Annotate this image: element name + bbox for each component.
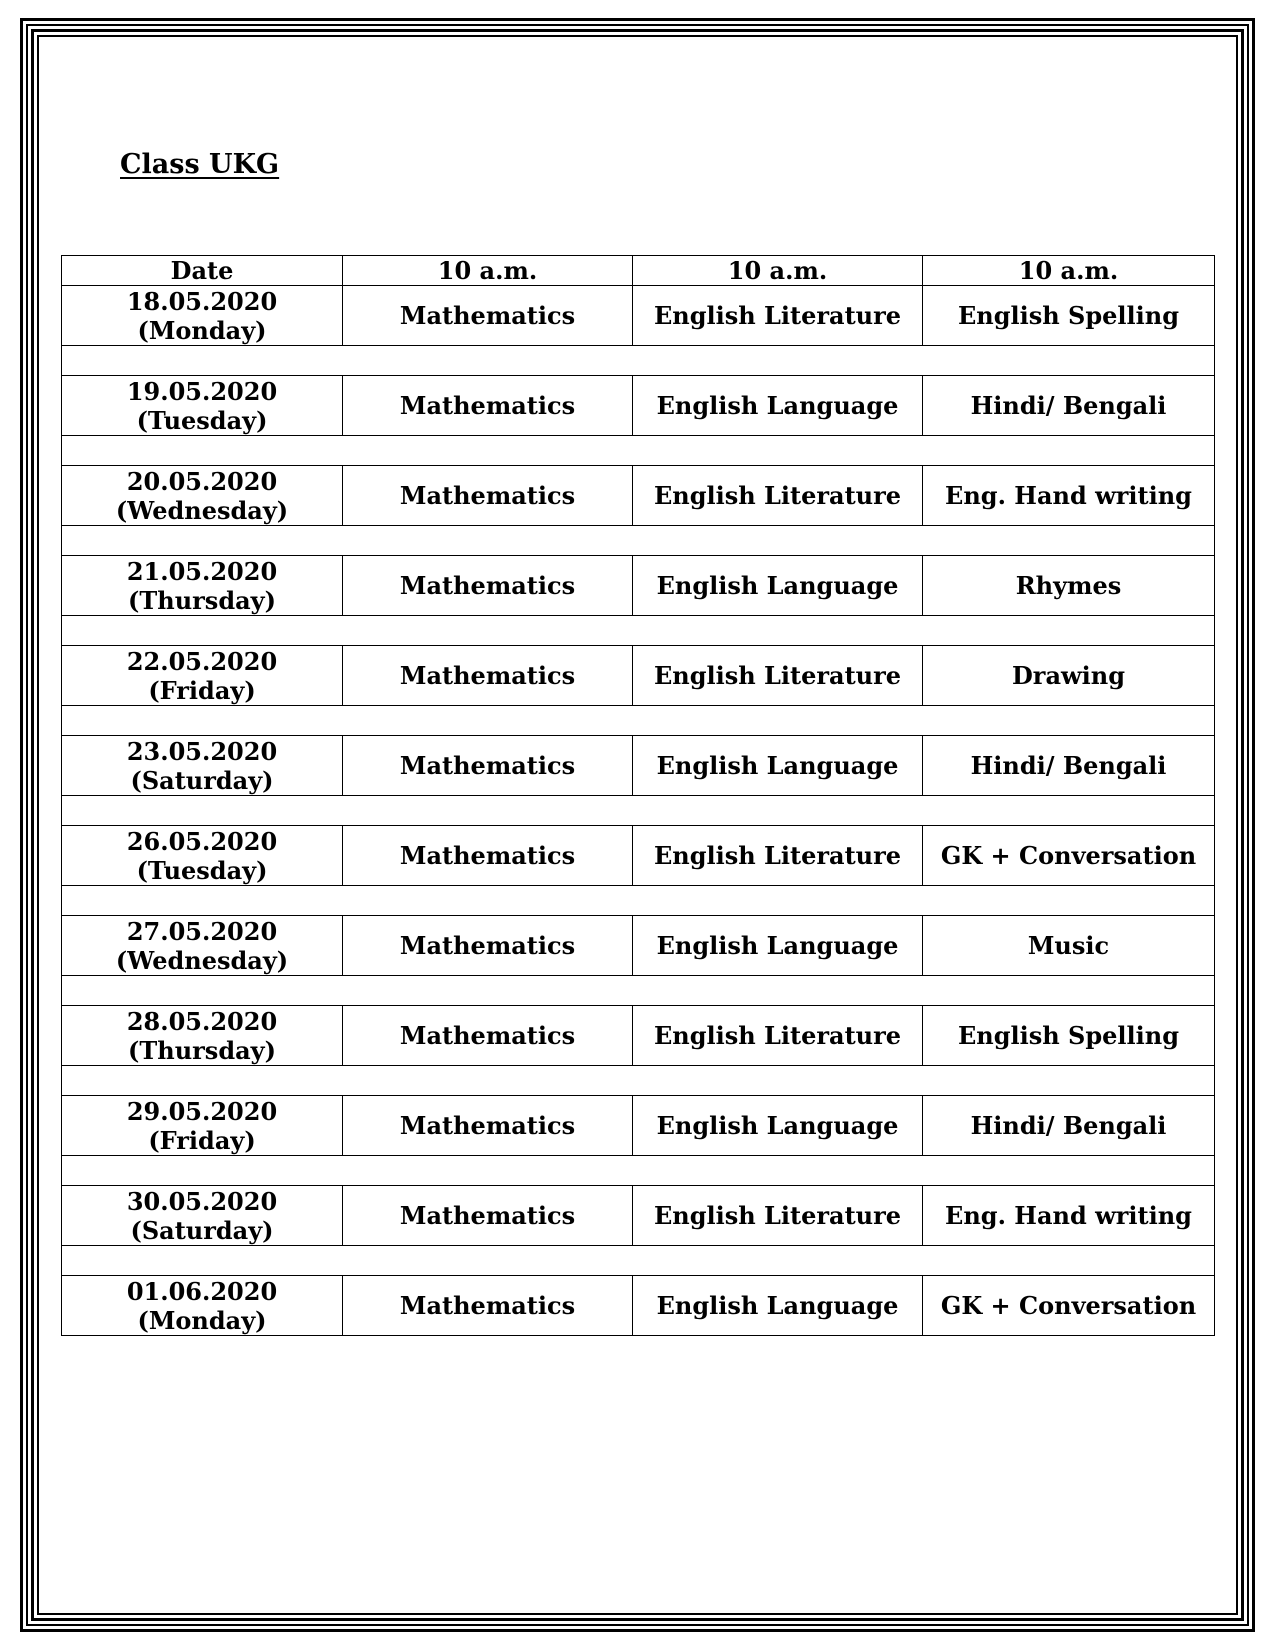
day-text: (Tuesday) [136,405,268,435]
spacer-row [62,1246,1215,1276]
subject-cell: English Literature [633,826,923,886]
header-date: Date [62,256,343,286]
date-cell [62,556,343,616]
subject-cell: English Language [633,736,923,796]
subject-cell: English Spelling [923,286,1215,346]
date-cell [62,466,343,526]
subject-cell: Mathematics [343,916,633,976]
subject-cell: English Literature [633,646,923,706]
spacer-cell [62,346,1215,376]
day-text: (Saturday) [130,1215,274,1245]
subject-cell: Mathematics [343,1186,633,1246]
subject-cell: English Language [633,1096,923,1156]
subject-cell: Rhymes [923,556,1215,616]
table-row [62,1276,1215,1336]
subject-cell: GK + Conversation [923,826,1215,886]
spacer-row [62,1066,1215,1096]
spacer-row [62,796,1215,826]
subject-cell: English Literature [633,1186,923,1246]
schedule-table [61,255,1215,1336]
table-row [62,1186,1215,1246]
spacer-cell [62,796,1215,826]
date-text: 22.05.2020 [126,646,278,676]
date-text: 30.05.2020 [126,1186,278,1216]
spacer-row [62,616,1215,646]
subject-cell: Mathematics [343,1006,633,1066]
date-text: 27.05.2020 [126,916,278,946]
day-text: (Wednesday) [115,495,289,525]
date-cell [62,916,343,976]
subject-cell: English Language [633,556,923,616]
subject-cell: English Spelling [923,1006,1215,1066]
day-text: (Thursday) [128,585,276,615]
spacer-cell [62,1246,1215,1276]
subject-cell: English Literature [633,466,923,526]
subject-cell: English Language [633,916,923,976]
spacer-cell [62,1066,1215,1096]
spacer-cell [62,976,1215,1006]
subject-cell: Mathematics [343,376,633,436]
date-text: 28.05.2020 [126,1006,278,1036]
subject-cell: Hindi/ Bengali [923,1096,1215,1156]
day-text: (Saturday) [130,765,274,795]
date-cell [62,376,343,436]
day-text: (Thursday) [128,1035,276,1065]
subject-cell: Mathematics [343,736,633,796]
table-row [62,916,1215,976]
subject-cell: Music [923,916,1215,976]
table-row [62,286,1215,346]
table-row [62,376,1215,436]
table-row [62,826,1215,886]
spacer-row [62,886,1215,916]
table-row [62,736,1215,796]
table-row [62,466,1215,526]
date-text: 29.05.2020 [126,1096,278,1126]
spacer-cell [62,526,1215,556]
spacer-row [62,1156,1215,1186]
page-title: Class UKG [120,149,280,180]
table-row [62,556,1215,616]
header-slot-3: 10 a.m. [923,256,1215,286]
day-text: (Wednesday) [115,945,289,975]
subject-cell: GK + Conversation [923,1276,1215,1336]
spacer-cell [62,706,1215,736]
subject-cell: Eng. Hand writing [923,466,1215,526]
subject-cell: Eng. Hand writing [923,1186,1215,1246]
spacer-row [62,976,1215,1006]
table-row [62,1096,1215,1156]
subject-cell: Mathematics [343,466,633,526]
schedule-body [62,286,1215,1336]
date-cell [62,1096,343,1156]
date-cell [62,286,343,346]
subject-cell: Mathematics [343,556,633,616]
spacer-row [62,526,1215,556]
subject-cell: Drawing [923,646,1215,706]
day-text: (Tuesday) [136,855,268,885]
spacer-row [62,436,1215,466]
table-row [62,1006,1215,1066]
subject-cell: Mathematics [343,286,633,346]
subject-cell: Hindi/ Bengali [923,736,1215,796]
subject-cell: Mathematics [343,826,633,886]
date-text: 21.05.2020 [126,556,278,586]
day-text: (Friday) [148,1125,256,1155]
date-text: 19.05.2020 [126,376,278,406]
subject-cell: Mathematics [343,646,633,706]
spacer-row [62,706,1215,736]
header-slot-1: 10 a.m. [343,256,633,286]
date-text: 18.05.2020 [126,286,278,316]
date-cell [62,1006,343,1066]
date-cell [62,736,343,796]
date-text: 20.05.2020 [126,466,278,496]
header-row [62,256,1215,286]
day-text: (Monday) [137,1305,267,1335]
spacer-cell [62,616,1215,646]
subject-cell: English Literature [633,1006,923,1066]
spacer-row [62,346,1215,376]
spacer-cell [62,886,1215,916]
date-text: 01.06.2020 [126,1276,278,1306]
day-text: (Friday) [148,675,256,705]
spacer-cell [62,1156,1215,1186]
date-text: 26.05.2020 [126,826,278,856]
day-text: (Monday) [137,315,267,345]
subject-cell: Hindi/ Bengali [923,376,1215,436]
date-cell [62,646,343,706]
date-cell [62,1276,343,1336]
subject-cell: Mathematics [343,1096,633,1156]
subject-cell: English Literature [633,286,923,346]
date-cell [62,1186,343,1246]
date-cell [62,826,343,886]
subject-cell: English Language [633,1276,923,1336]
table-row [62,646,1215,706]
subject-cell: Mathematics [343,1276,633,1336]
spacer-cell [62,436,1215,466]
date-text: 23.05.2020 [126,736,278,766]
subject-cell: English Language [633,376,923,436]
header-slot-2: 10 a.m. [633,256,923,286]
